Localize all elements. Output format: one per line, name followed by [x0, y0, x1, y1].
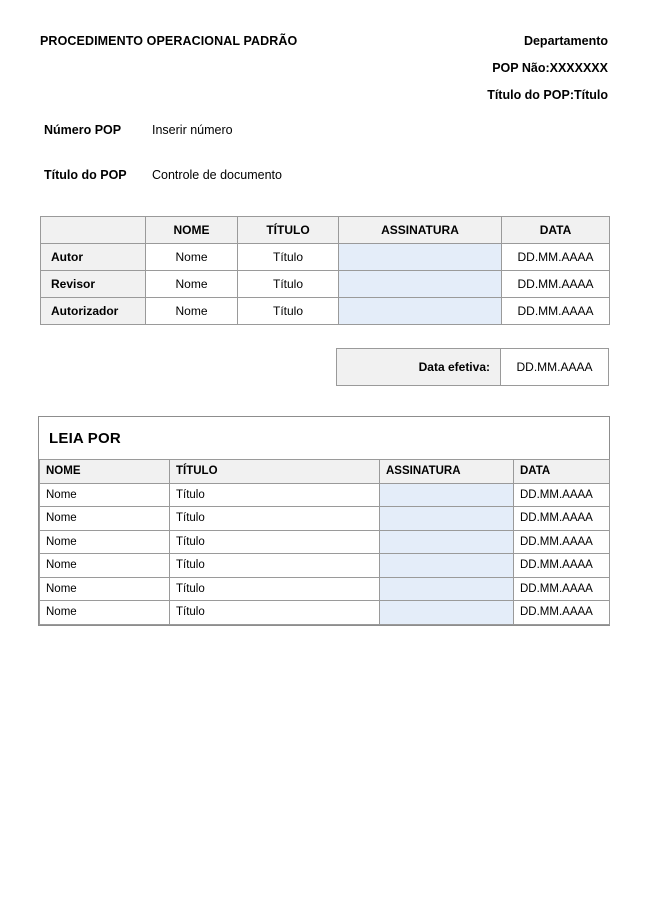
readby-assinatura-5[interactable]: [380, 577, 514, 601]
approval-assinatura-autorizador[interactable]: [339, 298, 502, 325]
readby-data-4[interactable]: DD.MM.AAAA: [514, 554, 610, 578]
readby-data-1[interactable]: DD.MM.AAAA: [514, 483, 610, 507]
read-by-table: [39, 459, 610, 625]
approval-header-row: [41, 217, 610, 244]
header-row: [40, 34, 608, 102]
effective-date-label: Data efetiva:: [337, 349, 501, 386]
table-row: [40, 554, 610, 578]
approval-assinatura-revisor[interactable]: [339, 271, 502, 298]
approval-titulo-autor[interactable]: Título: [238, 244, 339, 271]
readby-titulo-1[interactable]: Título: [170, 483, 380, 507]
pop-number-field-label: Número POP: [44, 123, 122, 137]
table-row: [40, 507, 610, 531]
pop-title-label: Título do POP:Título: [487, 88, 608, 102]
department-label: Departamento: [523, 34, 608, 48]
readby-col-nome: NOME: [40, 460, 170, 484]
effective-date-value[interactable]: DD.MM.AAAA: [501, 349, 609, 386]
readby-data-3[interactable]: DD.MM.AAAA: [514, 530, 610, 554]
table-row: [40, 577, 610, 601]
approval-col-data: DATA: [502, 217, 610, 244]
read-by-header-row: [40, 460, 610, 484]
readby-nome-1[interactable]: Nome: [40, 483, 170, 507]
readby-nome-5[interactable]: Nome: [40, 577, 170, 601]
approval-col-nome: NOME: [146, 217, 238, 244]
document-header: [40, 34, 608, 102]
approval-nome-autor[interactable]: Nome: [146, 244, 238, 271]
document-type-title: PROCEDIMENTO OPERACIONAL PADRÃO: [40, 34, 298, 48]
readby-titulo-2[interactable]: Título: [170, 507, 380, 531]
readby-assinatura-1[interactable]: [380, 483, 514, 507]
readby-data-6[interactable]: DD.MM.AAAA: [514, 601, 610, 625]
table-row: [40, 483, 610, 507]
approval-col-titulo: TÍTULO: [238, 217, 339, 244]
table-row: [40, 601, 610, 625]
table-row: [41, 271, 610, 298]
pop-title-field-label: Título do POP: [44, 167, 127, 182]
meta-row-number: [44, 122, 604, 139]
readby-nome-6[interactable]: Nome: [40, 601, 170, 625]
readby-assinatura-3[interactable]: [380, 530, 514, 554]
readby-titulo-3[interactable]: Título: [170, 530, 380, 554]
header-right-block: [348, 34, 608, 102]
approval-col-role: [41, 217, 146, 244]
readby-assinatura-2[interactable]: [380, 507, 514, 531]
table-row: [40, 530, 610, 554]
read-by-title: LEIA POR: [49, 430, 121, 447]
approval-col-assinatura: ASSINATURA: [339, 217, 502, 244]
readby-nome-4[interactable]: Nome: [40, 554, 170, 578]
pop-title-field-value[interactable]: Controle de documento: [152, 167, 282, 182]
readby-nome-3[interactable]: Nome: [40, 530, 170, 554]
readby-titulo-5[interactable]: Título: [170, 577, 380, 601]
pop-number-label: POP Não:XXXXXXX: [492, 61, 608, 75]
approval-data-autor[interactable]: DD.MM.AAAA: [502, 244, 610, 271]
readby-data-2[interactable]: DD.MM.AAAA: [514, 507, 610, 531]
readby-data-5[interactable]: DD.MM.AAAA: [514, 577, 610, 601]
approval-nome-autorizador[interactable]: Nome: [146, 298, 238, 325]
meta-fields: [44, 122, 604, 212]
approval-role-autor: Autor: [41, 244, 146, 271]
approval-data-revisor[interactable]: DD.MM.AAAA: [502, 271, 610, 298]
approval-role-revisor: Revisor: [41, 271, 146, 298]
approval-data-autorizador[interactable]: DD.MM.AAAA: [502, 298, 610, 325]
readby-col-data: DATA: [514, 460, 610, 484]
readby-assinatura-4[interactable]: [380, 554, 514, 578]
readby-nome-2[interactable]: Nome: [40, 507, 170, 531]
effective-date-row: [337, 349, 609, 386]
approval-assinatura-autor[interactable]: [339, 244, 502, 271]
meta-row-title: [44, 167, 604, 184]
approval-nome-revisor[interactable]: Nome: [146, 271, 238, 298]
read-by-section: [38, 416, 610, 626]
effective-date-table: [336, 348, 609, 386]
approval-role-autorizador: Autorizador: [41, 298, 146, 325]
readby-col-titulo: TÍTULO: [170, 460, 380, 484]
pop-number-field-value[interactable]: Inserir número: [152, 123, 233, 137]
table-row: [41, 244, 610, 271]
readby-titulo-6[interactable]: Título: [170, 601, 380, 625]
readby-titulo-4[interactable]: Título: [170, 554, 380, 578]
readby-assinatura-6[interactable]: [380, 601, 514, 625]
approval-table: [40, 216, 610, 325]
approval-titulo-autorizador[interactable]: Título: [238, 298, 339, 325]
readby-col-assinatura: ASSINATURA: [380, 460, 514, 484]
approval-titulo-revisor[interactable]: Título: [238, 271, 339, 298]
table-row: [41, 298, 610, 325]
